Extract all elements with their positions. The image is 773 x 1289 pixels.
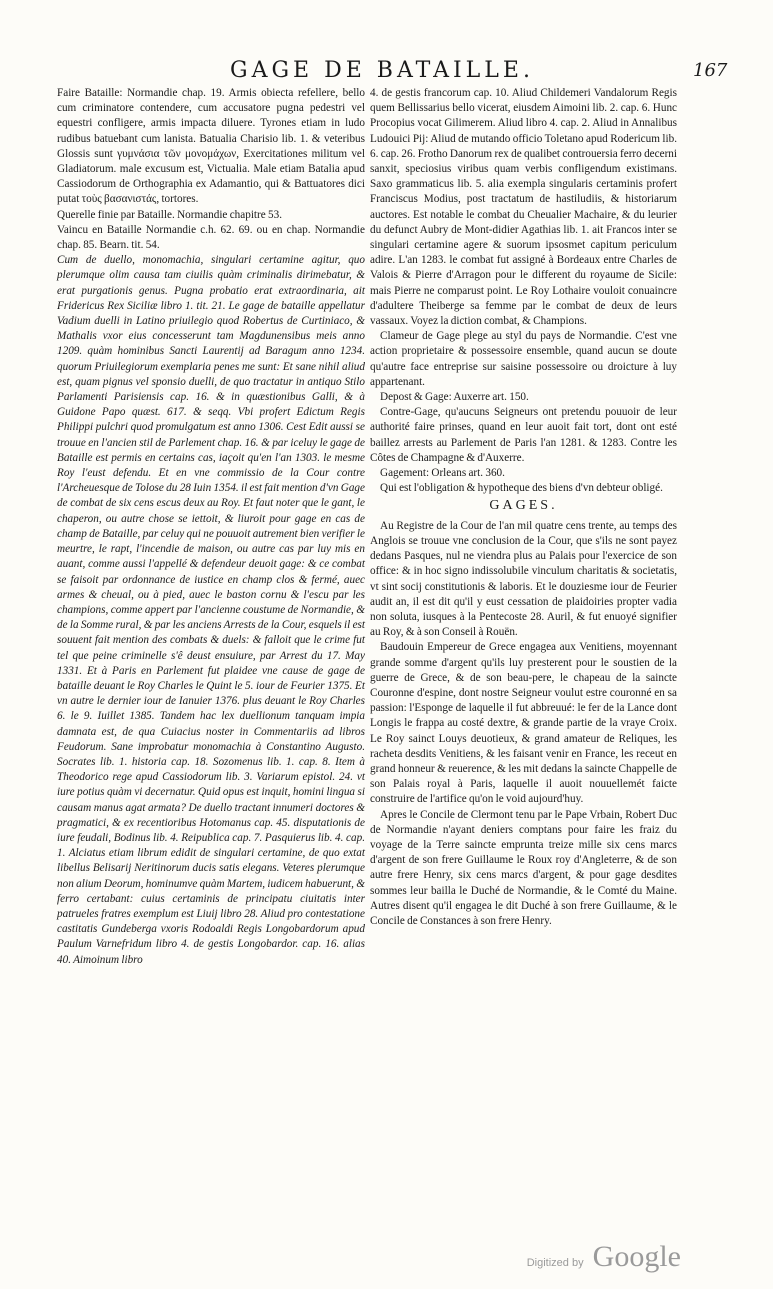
paragraph: Querelle finie par Bataille. Normandie chapitre 53. [57, 208, 283, 221]
paragraph: Vaincu en Bataille Normandie c.h. 62. 69. ou en chap. Normandie chap. 85. Bearn. tit. 54. [57, 223, 365, 252]
left-column [57, 86, 365, 968]
digitized-by-label: Digitized by [526, 1257, 584, 1269]
paragraph: Gagement: Orleans art. 360. [380, 467, 505, 480]
paragraph: Contre-Gage, qu'aucuns Seigneurs ont pretendu pouuoir de leur authorité faire prinses, quand en leur auoit fait tort, dont ont esté baillez arrests au Parlement de Paris l'an 1281. & 1283. Contre les Côtes de Champagne & d'Auxerre. [370, 406, 677, 464]
paragraph: Qui est l'obligation & hypotheque des biens d'vn debteur obligé. [380, 482, 663, 495]
paragraph: 4. de gestis francorum cap. 10. Aliud Childemeri Vandalorum Regis quem Bellissarius bello vicerat, eiusdem Aimoini lib. 2. cap. 6. Hunc Procopius vocat Gilimerem. Aliud libro 4. cap. 2. Aliud in Annalibus Ludouici Pij: Aliud de mutando officio Toletano apud Rodericum lib. 6. cap. 26. Frotho Danorum rex de qualibet controuersia ferro decerni sanxit, speciosius viribus quam verbis confligendum existimans. Saxo grammaticus lib. 5. alia exempla singularis certaminis profert Franciscus Modius, post tractatum de hastiludiis, & historiarum auctores. Est notable le combat du Cheualier Machaire, & du leurier du defunct Aubry de Mont-didier Agathias lib. 1. ait Francos inter se singulari certamine agere & suorum ipsosmet capitum periculum adire. L'an 1283. le combat fut assigné à Bordeaux entre Charles de Valois & Pierre d'Arragon pour le different du royaume de Sicile: mais Pierre ne comparust point. Le Roy Lothaire vouloit conuaincre d'adultere Theiberge sa femme par le combat de deux de leurs vassaux. Voyez la diction combat, & Champions. [370, 87, 677, 328]
paragraph: Au Registre de la Cour de l'an mil quatre cens trente, au temps des Anglois se trouue vne conclusion de la Cour, que s'ils ne sont payez dedans Pasques, nul ne viendra plus au Palais pour l'exercice de son office: & in hoc signo indissolubile vinculum charitatis & societatis, vt sint socij constitutionis & laboris. Et le douziesme iour de Feurier audit an, il est dit qu'il y eust cessation de plaidoiries propter vadia non soluta, iusques à la Pentecoste 28. Auril, & fut enuoyé signifier au Roy, & à son Conseil à Rouën. [370, 519, 677, 639]
paragraph: Depost & Gage: Auxerre art. 150. [380, 391, 529, 404]
paragraph: Faire Bataille: Normandie chap. 19. Armis obiecta refellere, bello cum criminatore contendere, cum accusatore pugna pedestri vel equestri confligere, armis impacta diluere. Tyrones etiam in ludo rudibus batuebant cum lanista. Batualia Charisio lib. 1. & veteribus Glossis sunt γυμνάσια τῶν μονομάχων, Exercitationes militum vel Gladiatorum. male excusum est, Victualia. Male etiam Batalia apud Cassiodorum de Orthographia ex Adamantio, qui & Battuatores dici putat τοὺς βασανιστάς, tortores. [57, 87, 365, 206]
running-title: GAGE DE BATAILLE. [230, 58, 534, 83]
paragraph: Clameur de Gage plege au styl du pays de Normandie. C'est vne action proprietaire & possessoire ensemble, quand aucun se doute qu'autre face entreprise sur saisine possessoire ou droicture à luy appartenant. [370, 330, 677, 388]
paragraph: Cum de duello, monomachia, singulari certamine agitur, quo plerumque olim causa tam ciuilis quàm criminalis dirimebatur, & erat purgationis genus. Pugna probatio erat extraordinaria, ait Fridericus Rex Siciliæ libro 1. tit. 21. Le gage de bataille appellatur Vadium duelli in Latino priuilegio quod Robertus de Curtiniaco, & Mathalis vxor eius concesserunt tam Magdunensibus meis anno 1209. quàm hominibus Sancti Laurentij ad Baragum anno 1234. quorum Priuilegiorum exemplaria penes me sunt: Et sane nihil aliud est, quam pignus vel sponsio duelli, de quo tractatur in antiquo Stilo Parlamenti Parisiensis cap. 16. & in quæstionibus Galli, & à Guidone Papo quæst. 617. & seqq. Vbi profert Edictum Regis Philippi pulchri quod promulgatum est anno 1306. Cest Edit aussi se trouue en l'ancien stil de Parlement chap. 16. & par iceluy le gage de Bataille est permis en certains cas, iaçoit qu'en l'an 1303. le mesme Roy l'eust defendu. Et en vne commissio de la Cour contre l'Archeuesque de Tolose du 28 Iuin 1354. il est fait mention d'vn Gage de combat de six cens escus deux au Roy. Et faut noter que le gant, le chaperon, ou autre chose se iettoit, & liuroit pour gage en cas de champ de Bataille, par celuy qui ne pouuoit autrement bien verifier le meurtre, le rapt, l'incendie de maison, ou autre cas par luy mis en auant, comme aussi l'appellé & defendeur deuoit gage: & ce combat se faisoit par ordonnance de iustice en champ clos & fermé, auec armes & cheual, ou à pied, auec le baston cornu & l'escu par les champions, comme appert par l'ancienne coustume de Normandie, & de la Somme rural, & par les anciens Arrests de la Cour, esquels il est souuent fait mention des combats & duels: & falloit que le crime fut tel que peine criminelle s'ê deust ensuiure, par Arrest du 17. May 1331. Et à Paris en Parlement fut plaidee vne cause de gage de bataille deuant le Roy Charles le Quint le 5. iour de Feurier 1375. Et vn autre le dernier iour de Ianuier 1376. plus deuant le Roy Charles 6. le 9. Iuillet 1385. Tandem hac lex duellionum tanquam impia damnata est, de qua Cuiacius noster in Commentariis ad libros Feudorum. Sane improbatur monomachia à Constantino Augusto. Socrates lib. 1. historia cap. 18. Sozomenus lib. 1. cap. 8. Item à Theodorico rege apud Cassiodorum lib. 3. Variarum epistol. 24. vt iure potius quàm vi decernatur. Quid opus est inquit, homini lingua si causam manus agat armata? De duello tractant innumeri doctores & pragmatici, & ex recentioribus Hotomanus cap. 45. disputationis de iure feudali, Bodinus lib. 4. Reipublica cap. 7. Pasquierus lib. 4. cap. 1. Alciatus etiam librum edidit de singulari certamine, de quo extat libellus Belisarij Neritinorum ducis satis elegans. Veteres plerumque non alium Deorum, hominumve quàm Martem, iudicem habuerunt, & ferro certabant: cuius certaminis de principatu ciuitatis inter patrueles fratres exemplum est Liuij libro 28. Aliud pro contestatione castitatis Gundeberga vxoris Rodoaldi Regis Longobardorum apud Paulum Varnefridum libro 4. de gestis Longobardor. cap. 16. alias 40. Aimoinum libro [57, 254, 365, 966]
right-column [370, 86, 677, 929]
page-header [0, 56, 773, 86]
paragraph: Apres le Concile de Clermont tenu par le Pape Vrbain, Robert Duc de Normandie n'ayant deniers comptans pour faire les fraiz du voyage de la Terre saincte emprunta treize mille six cens marcs d'argent de son frere Guillaume le Roux roy d'Angleterre, & de son autre frere Henry, six cens marcs d'argent, & pour gage desdites sommes leur bailla le Duché de Normandie, & le Comté du Maine. Autres disent qu'il engagea le dit Duché à son frere Guillaume, & le Concile de Constances à son frere Henry. [370, 808, 677, 927]
paragraph: Baudouin Empereur de Grece engagea aux Venitiens, moyennant grande somme d'argent qu'ils luy presterent pour le soustien de la guerre de Grece, & de son beau-pere, le chapeau de la saincte Couronne d'espine, dont nostre Seigneur voulut estre couronné en sa passion: l'Esponge de laquelle il fut abbreuué: le fer de la Lance dont Longis le frappa au costé dextre, & grande partie de la vraye Croix. Le Roy sainct Louys deuotieux, & grand amateur de Reliques, les racheta desdits Venitiens, & les faisant venir en France, les receut en grand honneur & reuerence, & les mit dedans la saincte Chappelle de son Palais royal à Paris, laquelle il auoit nouuellemét faicte construire de l'artifice qu'on le void aujourd'huy. [370, 641, 677, 806]
digitization-watermark [527, 1240, 681, 1274]
section-heading-gages: GAGES. [489, 498, 558, 514]
page-number: 167 [693, 60, 728, 81]
google-logo: Google [592, 1240, 681, 1273]
